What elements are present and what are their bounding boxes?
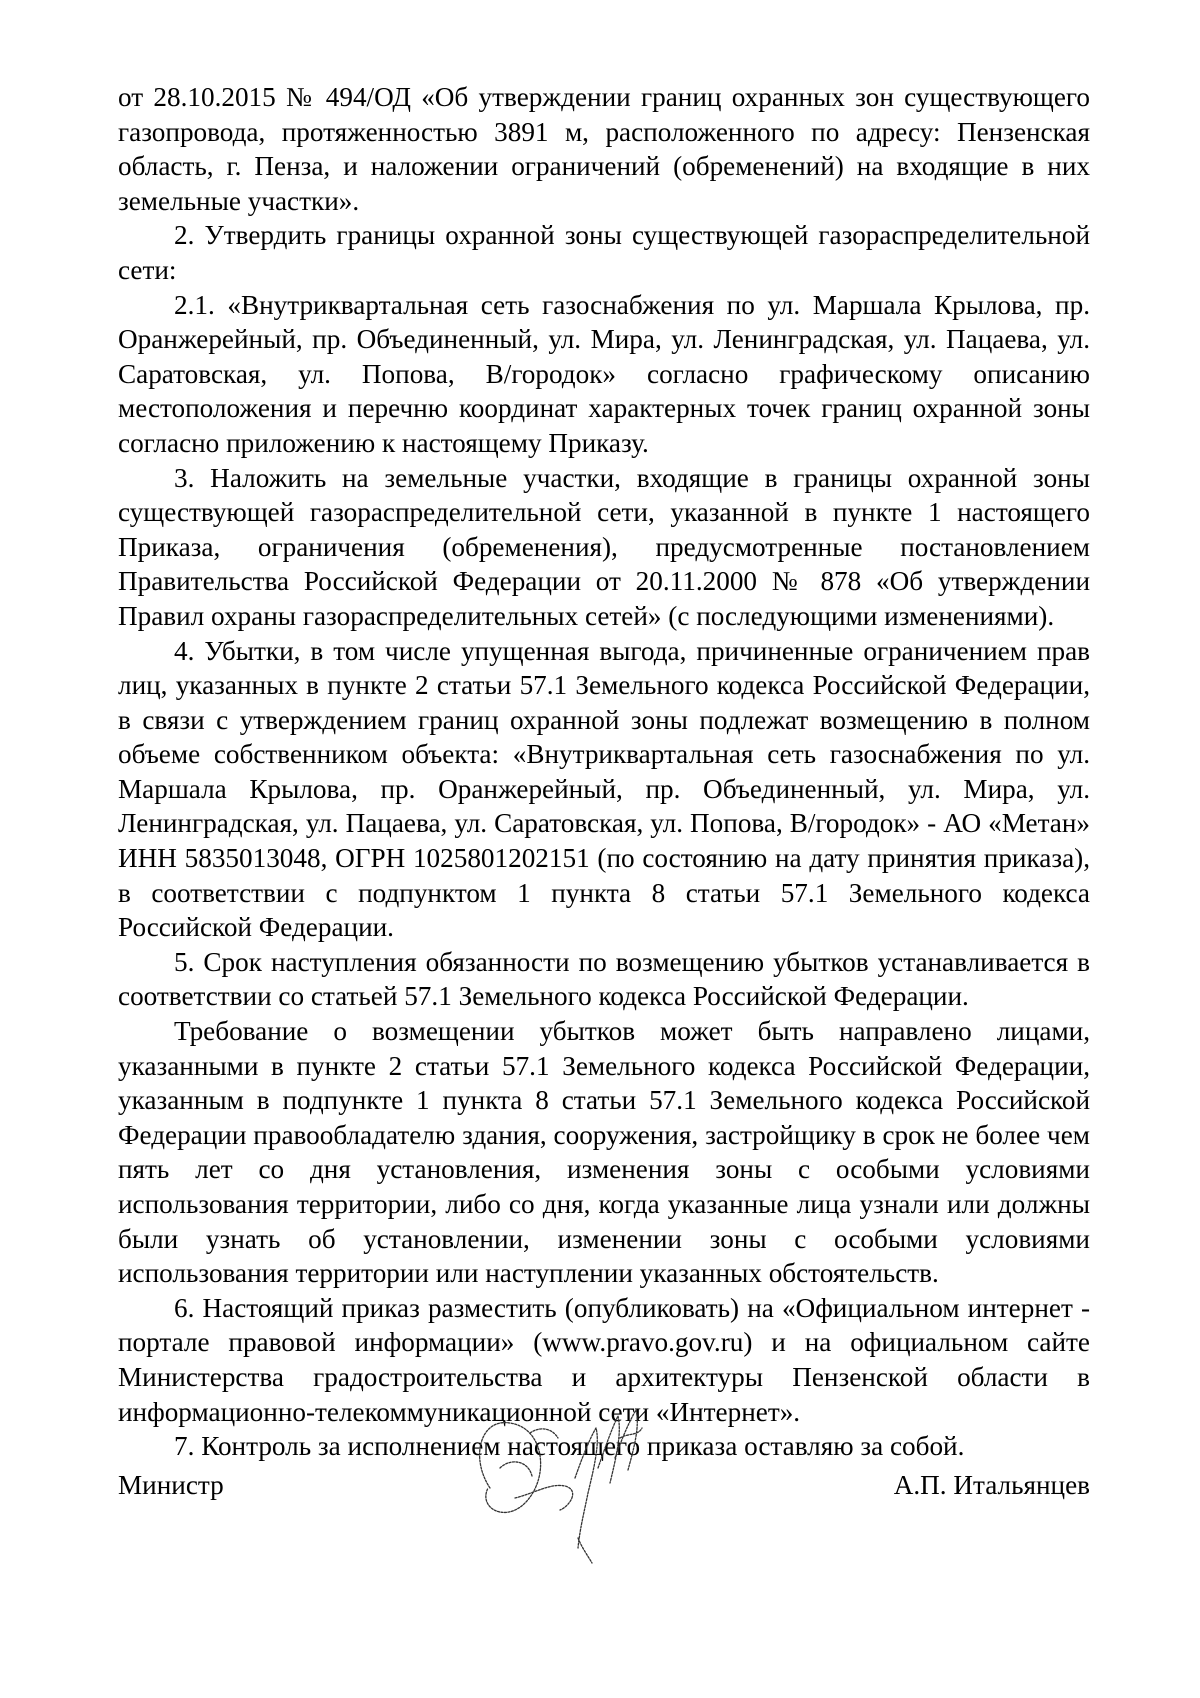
paragraph-item-6: 6. Настоящий приказ разместить (опубликовать) на «Официальном интернет - портале правовой информации» (www.pravo.gov.ru) и на официальном сайте Министерства градостроительства и архитектуры Пензенской области в информационно-телекоммуникационной сети «Интернет». bbox=[118, 1292, 1090, 1427]
document-body bbox=[118, 80, 1090, 1464]
signatory-name: А.П. Итальянцев bbox=[893, 1470, 1090, 1500]
paragraph-item-2: 2. Утвердить границы охранной зоны существующей газораспределительной сети: bbox=[118, 220, 1090, 285]
paragraph-item-7: 7. Контроль за исполнением настоящего приказа оставляю за собой. bbox=[174, 1431, 965, 1462]
paragraph-item-5: 5. Срок наступления обязанности по возмещению убытков устанавливается в соответствии со статьей 57.1 Земельного кодекса Российской Федерации. bbox=[118, 946, 1090, 1012]
signature-block bbox=[118, 1468, 1090, 1508]
paragraph-item-3: 3. Наложить на земельные участки, входящие в границы охранной зоны существующей газораспределительной сети, указанной в пункте 1 настоящего Приказа, ограничения (обременения), предусмотренные постановлением Правительства Российской Федерации от 20.11.2000 № 878 «Об утверждении Правил охраны газораспределительных сетей» (с последующими изменениями). bbox=[118, 462, 1090, 631]
paragraph-continuation: от 28.10.2015 № 494/ОД «Об утверждении границ охранных зон существующего газопровода, протяженностью 3891 м, расположенного по адресу: Пензенская область, г. Пенза, и наложении ограничений (обременений) на входящие в них земельные участки». bbox=[118, 82, 1090, 216]
paragraph-item-4: 4. Убытки, в том числе упущенная выгода, причиненные ограничением прав лиц, указанных в пункте 2 статьи 57.1 Земельного кодекса Российской Федерации, в связи с утверждением границ охранной зоны подлежат возмещению в полном объеме собственником объекта: «Внутриквартальная сеть газоснабжения по ул. Маршала Крылова, пр. Оранжерейный, пр. Объединенный, ул. Мира, ул. Ленинградская, ул. Пацаева, ул. Саратовская, ул. Попова, В/городок» - АО «Метан» ИНН 5835013048, ОГРН 1025801202151 (по состоянию на дату принятия приказа), в соответствии с подпунктом 1 пункта 8 статьи 57.1 Земельного кодекса Российской Федерации. bbox=[118, 635, 1090, 943]
paragraph-claim-requirement: Требование о возмещении убытков может быть направлено лицами, указанными в пункте 2 статьи 57.1 Земельного кодекса Российской Федерации, указанным в подпункте 1 пункта 8 статьи 57.1 Земельного кодекса Российской Федерации правообладателю здания, сооружения, застройщику в срок не более чем пять лет со дня установления, изменения зоны с особыми условиями использования территории, либо со дня, когда указанные лица узнали или должны были узнать об установлении, изменении зоны с особыми условиями использования территории или наступлении указанных обстоятельств. bbox=[118, 1016, 1090, 1289]
paragraph-item-2-1: 2.1. «Внутриквартальная сеть газоснабжения по ул. Маршала Крылова, пр. Оранжерейный, пр. Объединенный, ул. Мира, ул. Ленинградская, ул. Пацаева, ул. Саратовская, ул. Попова, В/городок» согласно графическому описанию местоположения и перечню координат характерных точек границ охранной зоны согласно приложению к настоящему Приказу. bbox=[118, 289, 1090, 458]
signatory-title: Министр bbox=[118, 1470, 224, 1500]
